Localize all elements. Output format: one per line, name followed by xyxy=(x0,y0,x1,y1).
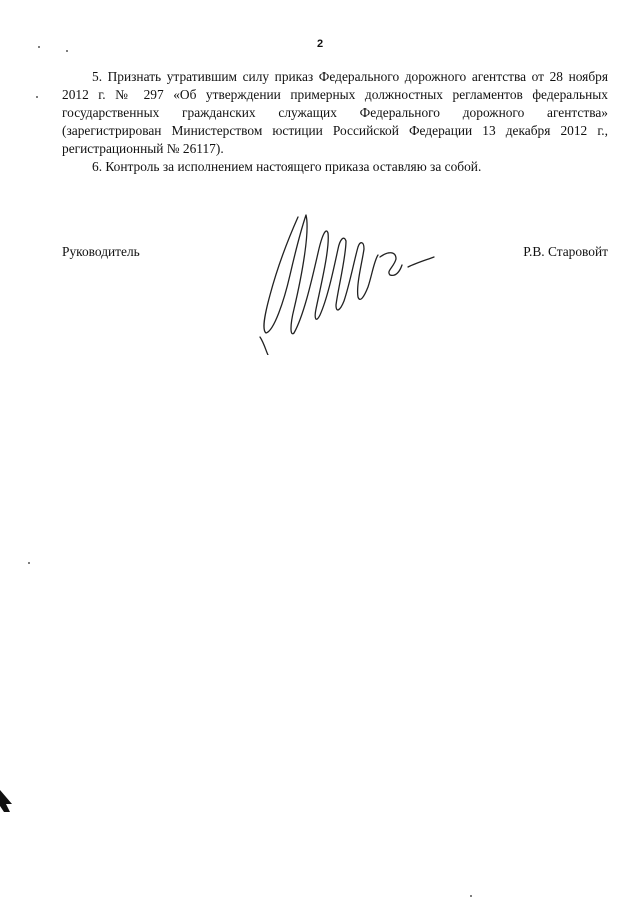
scan-edge-mark xyxy=(0,790,14,814)
signer-title: Руководитель xyxy=(62,244,140,259)
scan-speck xyxy=(38,46,40,48)
handwritten-signature xyxy=(250,205,440,355)
document-body xyxy=(62,68,608,176)
paragraph-6: 6. Контроль за исполнением настоящего приказа оставляю за собой. xyxy=(92,159,482,174)
scan-speck xyxy=(66,50,68,52)
scan-speck xyxy=(36,96,38,98)
scan-speck xyxy=(470,895,472,897)
paragraph-5: 5. Признать утратившим силу приказ Федерального дорожного агентства от 28 ноября 2012 г. № 297 «Об утверждении примерных должностных регламентов федеральных государственных гражданских служащих Федерального дорожного агентства» (зарегистрирован Министерством юстиции Российской Федерации 13 декабря 2012 г., регистрационный № 26117). xyxy=(62,69,608,156)
signer-name: Р.В. Старовойт xyxy=(523,244,608,259)
page-number: 2 xyxy=(316,38,324,50)
scan-speck xyxy=(28,562,30,564)
